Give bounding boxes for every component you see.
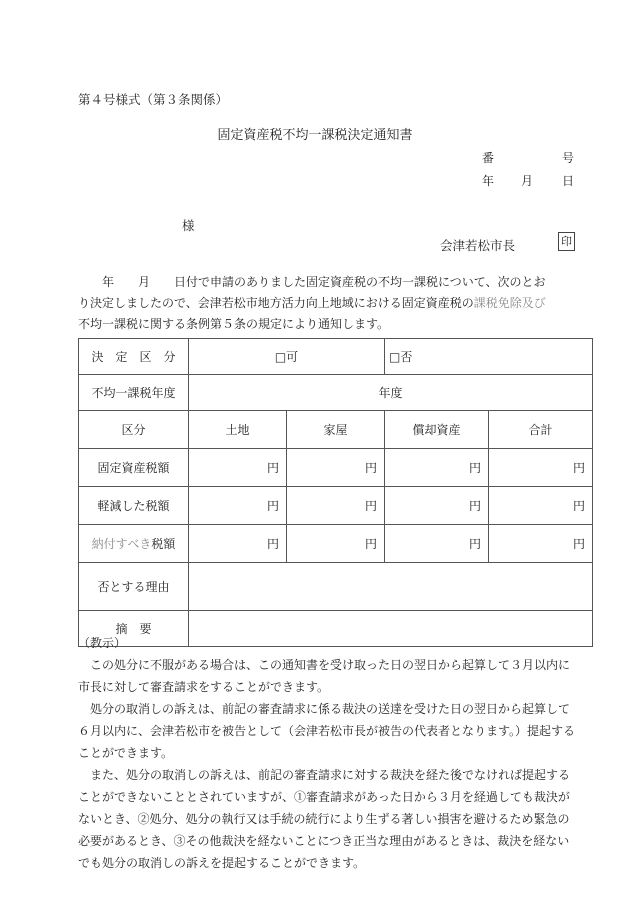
row-label-payable-a: 納付すべき — [91, 537, 152, 551]
note-line: ６月以内に、会津若松市を被告として（会津若松市長が被告の代表者となります。）提起する — [78, 724, 576, 738]
note-line: 市長に対して審査請求をすることができます。 — [78, 680, 330, 694]
instruction-notes — [78, 632, 598, 874]
decision-yes-option[interactable]: □可 — [274, 350, 299, 364]
year-label: 不均一課税年度 — [79, 375, 189, 411]
row-label-payable-amount — [79, 525, 189, 563]
notes-heading: （教示） — [78, 636, 127, 650]
yen-unit: 円 — [287, 525, 385, 563]
category-label: 区分 — [79, 411, 189, 449]
year-row — [79, 375, 593, 411]
number-label-ban: 番 — [482, 151, 495, 165]
year-value: 年度 — [189, 375, 593, 411]
column-total: 合計 — [489, 411, 593, 449]
yen-unit: 円 — [287, 449, 385, 487]
yen-unit: 円 — [189, 449, 287, 487]
note-line: 処分の取消しの訴えは、前記の審査請求に係る裁決の送達を受けた日の翌日から起算して — [78, 702, 571, 716]
reason-label: 否とする理由 — [79, 563, 189, 611]
yen-unit: 円 — [189, 487, 287, 525]
note-line: また、処分の取消しの訴えは、前記の審査請求に対する裁決を経た後でなければ提起する — [78, 768, 571, 782]
row-label-reduced-amount: 軽減した税額 — [79, 487, 189, 525]
yen-unit: 円 — [189, 525, 287, 563]
row-label-tax-amount: 固定資産税額 — [79, 449, 189, 487]
addressee-sama: 様 — [182, 218, 195, 233]
yen-unit: 円 — [489, 449, 593, 487]
date-day-label: 日 — [562, 174, 575, 188]
intro-line-2-grey: 課税免除及び — [473, 296, 546, 310]
note-line: ことができます。 — [78, 746, 174, 760]
intro-line-1: 年 月 日付で申請のありました固定資産税の不均一課税について、次のとお — [78, 275, 546, 289]
table-row — [79, 525, 593, 563]
table-row — [79, 487, 593, 525]
remarks-label: 摘 要 — [79, 611, 189, 647]
reason-field[interactable] — [189, 563, 593, 611]
yen-unit: 円 — [287, 487, 385, 525]
yen-unit: 円 — [385, 449, 489, 487]
yen-unit: 円 — [385, 525, 489, 563]
note-line: ないとき、②処分、処分の執行又は手続の続行により生ずる著しい損害を避けるため緊急の — [78, 812, 570, 826]
date-year-label: 年 — [482, 174, 495, 188]
table-row — [79, 449, 593, 487]
decision-label: 決 定 区 分 — [79, 339, 189, 375]
column-depreciable: 償却資産 — [385, 411, 489, 449]
date-month-label: 月 — [521, 174, 534, 188]
note-line: この処分に不服がある場合は、この通知書を受け取った日の翌日から起算して３月以内に — [78, 658, 571, 672]
note-line: ことができないこととされていますが、①審査請求があった日から３月を経過しても裁決が — [78, 790, 570, 804]
yen-unit: 円 — [489, 487, 593, 525]
intro-line-2-main: り決定しましたので、会津若松市地方活力向上地域における固定資産税の — [78, 296, 474, 310]
note-line: でも処分の取消しの訴えを提起することができます。 — [78, 856, 366, 870]
decision-no-option[interactable]: □否 — [389, 350, 413, 364]
yen-unit: 円 — [385, 487, 489, 525]
yen-unit: 円 — [489, 525, 593, 563]
decision-table — [78, 338, 593, 647]
intro-line-3: 不均一課税に関する条例第５条の規定により通知します。 — [78, 317, 390, 331]
column-house: 家屋 — [287, 411, 385, 449]
form-number: 第４号様式（第３条関係） — [78, 92, 229, 107]
document-title: 固定資産税不均一課税決定通知書 — [217, 128, 413, 143]
reason-row — [79, 563, 593, 611]
decision-no-cell — [385, 339, 593, 375]
intro-line-2 — [78, 293, 592, 314]
note-line: 必要があるとき、③その他裁決を経ないことにつき正当な理由があるときは、裁決を経ない — [78, 834, 570, 848]
intro-paragraph — [78, 272, 592, 335]
seal-stamp: 印 — [558, 232, 575, 251]
decision-yes-cell — [189, 339, 385, 375]
column-land: 土地 — [189, 411, 287, 449]
row-label-payable-b: 税額 — [151, 537, 176, 551]
decision-row — [79, 339, 593, 375]
number-label-go: 号 — [562, 151, 575, 165]
issuer-mayor: 会津若松市長 — [440, 238, 516, 253]
category-header-row — [79, 411, 593, 449]
